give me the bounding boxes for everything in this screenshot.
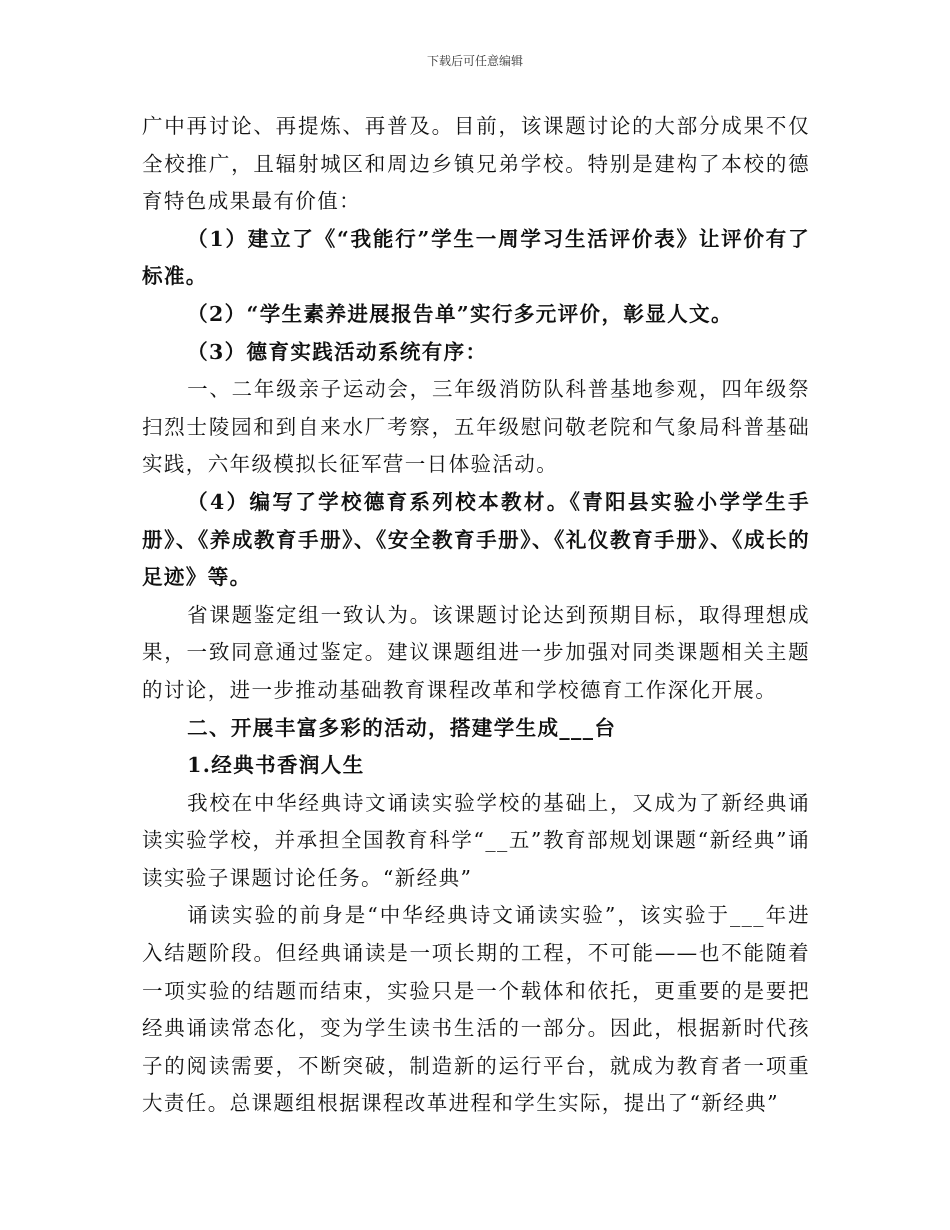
paragraph-item-4: （4）编写了学校德育系列校本教材。《青阳县实验小学学生手册》、《养成教育手册》、《安全教育手册》、《礼仪教育手册》、《成长的足迹》等。 [142, 489, 810, 590]
paragraph-activities: 一、二年级亲子运动会，三年级消防队科普基地参观，四年级祭扫烈士陵园和到自来水厂考察，五年级慰问敬老院和气象局科普基础实践，六年级模拟长征军营一日体验活动。 [142, 377, 810, 477]
paragraph-item-1: （1）建立了《“我能行”学生一周学习生活评价表》让评价有了标准。 [142, 226, 810, 289]
subsection-heading: 1.经典书香润人生 [187, 753, 365, 778]
paragraph-classics-history: 诵读实验的前身是“中华经典诗文诵读实验”，该实验于___年进入结题阶段。但经典诵读是一项长期的工程，不可能——也不能随着一项实验的结题而结束，实验只是一个载体和依托，更重要的是要把经典诵读常态化，变为学生读书生活的一部分。因此，根据新时代孩子的阅读需要，不断突破，制造新的运行平台，就成为教育者一项重大责任。总课题组根据课程改革进程和学生实际，提出了“新经典” [142, 903, 810, 1116]
document-body [142, 108, 810, 1123]
paragraph-continuation: 广中再讨论、再提炼、再普及。目前，该课题讨论的大部分成果不仅全校推广，且辐射城区和周边乡镇兄弟学校。特别是建构了本校的德育特色成果最有价值： [142, 114, 810, 214]
section-heading: 二、开展丰富多彩的活动，搭建学生成___台 [187, 715, 617, 740]
paragraph-item-3: （3）德育实践活动系统有序： [187, 339, 488, 364]
paragraph-classics-intro: 我校在中华经典诗文诵读实验学校的基础上，又成为了新经典诵读实验学校，并承担全国教育科学“__五”教育部规划课题“新经典”诵读实验子课题讨论任务。“新经典” [142, 790, 810, 890]
paragraph-appraisal: 省课题鉴定组一致认为。该课题讨论达到预期目标，取得理想成果，一致同意通过鉴定。建议课题组进一步加强对同类课题相关主题的讨论，进一步推动基础教育课程改革和学校德育工作深化开展。 [142, 602, 810, 702]
page-header: 下载后可任意编辑 [426, 54, 523, 68]
paragraph-item-2: （2）“学生素养进展报告单”实行多元评价，彰显人文。 [187, 301, 733, 326]
